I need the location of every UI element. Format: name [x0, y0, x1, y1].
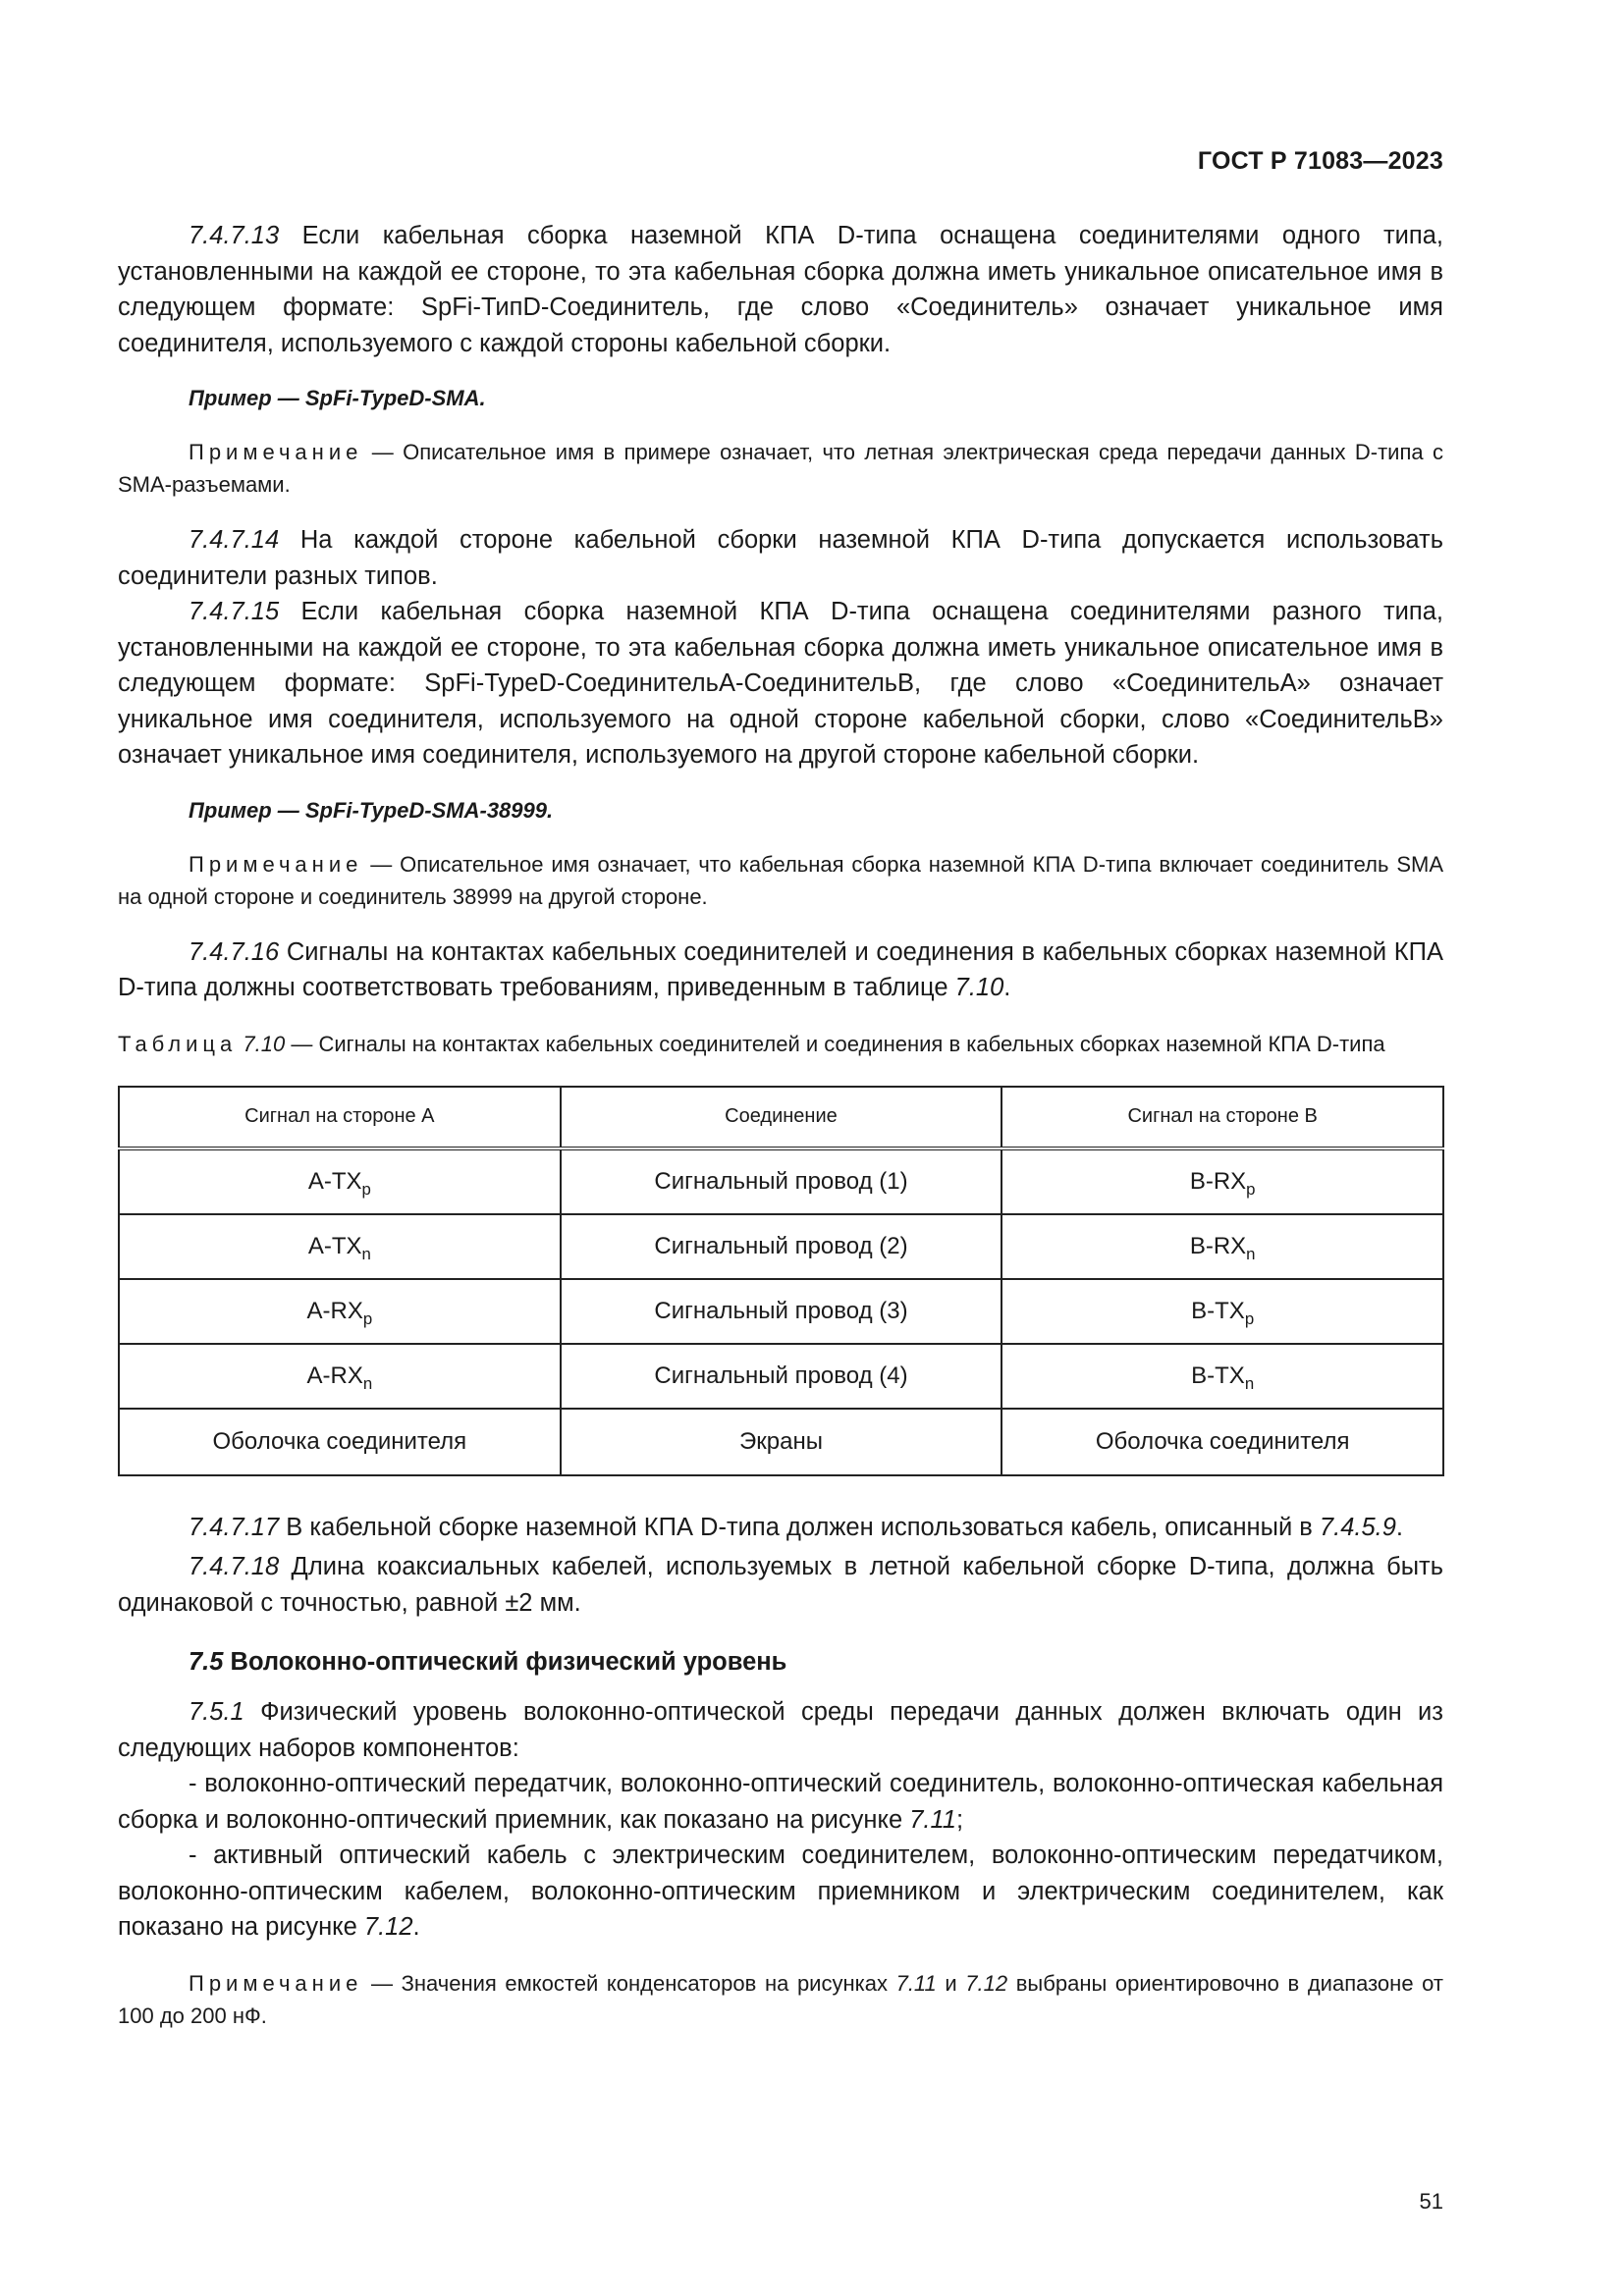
note-text: выбраны ориентировочно в диапазоне от 100 до 200 нФ.: [118, 1970, 1443, 2028]
table-caption-number: 7.10: [243, 1031, 286, 1056]
clause-number: 7.4.7.14: [189, 526, 280, 554]
list-item-1: [118, 1766, 1443, 1838]
figure-reference: 7.12: [965, 1970, 1008, 1996]
signal-name: B-RX: [1189, 1232, 1247, 1259]
section-heading-7-5: [118, 1644, 1443, 1680]
table-caption-text: — Сигналы на контактах кабельных соединителей и соединения в кабельных сборках наземной КПА D-типа: [285, 1031, 1385, 1056]
table-cell: Оболочка соединителя: [1001, 1409, 1443, 1475]
section-number: 7.5: [189, 1648, 224, 1676]
paragraph-text: В кабельной сборке наземной КПА D-типа должен использоваться кабель, описанный в: [279, 1513, 1320, 1541]
clause-number: 7.5.1: [189, 1698, 244, 1726]
table-row: [119, 1409, 1443, 1475]
table-cell: [1001, 1279, 1443, 1344]
note-text: — Описательное имя в примере означает, что летная электрическая среда передачи данных D-типа с SMA-разъемами.: [118, 440, 1443, 497]
paragraph-text: Если кабельная сборка наземной КПА D-типа оснащена соединителями одного типа, установленными на каждой ее стороне, то эта кабельная сборка должна иметь уникальное описательное имя в следующем формате: SpFi-ТипD-Соединитель, где слово «Соединитель» означает уникальное имя соединителя, используемого с каждой стороны кабельной сборки.: [118, 222, 1443, 357]
signal-name: B-TX: [1191, 1297, 1245, 1324]
signal-name: B-TX: [1191, 1362, 1245, 1389]
paragraph-text: Длина коаксиальных кабелей, используемых в летной кабельной сборке D-типа, должна быть одинаковой с точностью, равной ±2 мм.: [118, 1553, 1443, 1617]
table-cell: [119, 1344, 561, 1409]
signals-table: [118, 1086, 1444, 1476]
clause-reference: 7.4.5.9: [1319, 1513, 1396, 1541]
table-row: [119, 1279, 1443, 1344]
table-cell: Экраны: [561, 1409, 1002, 1475]
list-item-2: [118, 1838, 1443, 1946]
paragraph-7-4-7-16: [118, 934, 1443, 1006]
figure-reference: 7.12: [363, 1913, 413, 1941]
note-label: Примечание: [189, 440, 363, 464]
table-cell: [119, 1148, 561, 1214]
signal-name: A-RX: [306, 1297, 363, 1324]
paragraph-7-4-7-17: [118, 1510, 1443, 1546]
signal-name: A-TX: [307, 1232, 362, 1259]
list-item-end: .: [412, 1913, 420, 1941]
figure-reference: 7.11: [909, 1805, 956, 1834]
clause-number: 7.4.7.16: [189, 937, 280, 966]
signal-name: A-RX: [306, 1362, 363, 1389]
table-cell: [1001, 1214, 1443, 1279]
page-number: 51: [1419, 2189, 1443, 2214]
paragraph-text: На каждой стороне кабельной сборки наземной КПА D-типа допускается использовать соединители разных типов.: [118, 526, 1443, 590]
signal-subscript: p: [362, 1308, 373, 1328]
paragraph-text: Сигналы на контактах кабельных соединителей и соединения в кабельных сборках наземной КПА D-типа должны соответствовать требованиям, приведенным в таблице: [118, 937, 1443, 1001]
figure-reference: 7.11: [895, 1970, 937, 1996]
paragraph-7-4-7-14: [118, 522, 1443, 594]
signal-subscript: n: [1244, 1373, 1255, 1393]
table-caption: [118, 1028, 1443, 1060]
paragraph-end: .: [1395, 1513, 1403, 1541]
paragraph-end: .: [1003, 974, 1011, 1001]
paragraph-7-4-7-13: [118, 218, 1443, 361]
note-3: [118, 1967, 1443, 2032]
paragraph-7-5-1: [118, 1694, 1443, 1766]
table-cell: Сигнальный провод (3): [561, 1279, 1002, 1344]
note-text: — Значения емкостей конденсаторов на рисунках: [362, 1970, 896, 1996]
document-body: [118, 218, 1443, 2032]
signal-name: A-TX: [307, 1167, 362, 1195]
table-cell: Сигнальный провод (1): [561, 1148, 1002, 1214]
table-header-cell: Соединение: [561, 1087, 1002, 1148]
table-caption-label: Таблица: [118, 1031, 238, 1056]
example-2: Пример — SpFi-TypeD-SMA-38999.: [189, 797, 554, 823]
table-cell: [1001, 1344, 1443, 1409]
clause-number: 7.4.7.17: [189, 1513, 280, 1541]
list-item-text: - активный оптический кабель с электрическим соединителем, волоконно-оптическим передатчиком, волоконно-оптическим кабелем, волоконно-оптическим приемником и электрическим соединителем, как показано на рисунке: [118, 1842, 1443, 1941]
table-cell: [119, 1279, 561, 1344]
signal-subscript: p: [361, 1179, 371, 1199]
table-header-cell: Сигнал на стороне В: [1001, 1087, 1443, 1148]
clause-number: 7.4.7.15: [189, 598, 280, 625]
document-header: ГОСТ Р 71083—2023: [1197, 147, 1443, 175]
signal-name: B-RX: [1189, 1167, 1247, 1195]
note-label: Примечание: [189, 851, 363, 877]
signal-subscript: n: [361, 1244, 371, 1263]
section-title: Волоконно-оптический физический уровень: [223, 1648, 787, 1676]
table-header-cell: Сигнал на стороне А: [119, 1087, 561, 1148]
signal-subscript: n: [1246, 1244, 1256, 1263]
table-row: [119, 1344, 1443, 1409]
paragraph-7-4-7-18: [118, 1549, 1443, 1621]
table-row: [119, 1214, 1443, 1279]
paragraph-text: Если кабельная сборка наземной КПА D-типа оснащена соединителями разного типа, установленными на каждой ее стороне, то эта кабельная сборка должна иметь уникальное описательное имя в следующем формате: SpFi-TypeD-СоединительA-СоединительB, где слово «СоединительA» означает уникальное имя соединителя, используемого на одной стороне кабельной сборки, слово «СоединительB» означает уникальное имя соединителя, используемого на другой стороне кабельной сборки.: [118, 598, 1443, 769]
list-item-end: ;: [955, 1805, 964, 1834]
list-item-text: - волоконно-оптический передатчик, волоконно-оптический соединитель, волоконно-оптическая кабельная сборка и волоконно-оптический приемник, как показано на рисунке: [118, 1770, 1443, 1834]
note-2: [118, 848, 1443, 913]
note-text: и: [936, 1970, 966, 1996]
clause-number: 7.4.7.18: [189, 1553, 280, 1580]
paragraph-text: Физический уровень волоконно-оптической среды передачи данных должен включать один из следующих наборов компонентов:: [118, 1698, 1443, 1762]
table-cell: [119, 1214, 561, 1279]
signal-subscript: p: [1244, 1308, 1255, 1328]
example-1: Пример — SpFi-TypeD-SMA.: [189, 386, 486, 410]
note-1: [118, 436, 1443, 501]
table-reference: 7.10: [954, 974, 1004, 1001]
clause-number: 7.4.7.13: [189, 222, 280, 249]
signal-subscript: p: [1246, 1179, 1256, 1199]
note-label: Примечание: [189, 1970, 363, 1996]
paragraph-7-4-7-15: [118, 594, 1443, 774]
table-cell: Сигнальный провод (2): [561, 1214, 1002, 1279]
note-text: — Описательное имя означает, что кабельная сборка наземной КПА D-типа включает соединитель SMA на одной стороне и соединитель 38999 на другой стороне.: [118, 851, 1443, 909]
table-row: [119, 1148, 1443, 1214]
signal-subscript: n: [362, 1373, 373, 1393]
table-cell: [1001, 1148, 1443, 1214]
table-cell: Сигнальный провод (4): [561, 1344, 1002, 1409]
table-header-row: [119, 1087, 1443, 1148]
table-cell: Оболочка соединителя: [119, 1409, 561, 1475]
